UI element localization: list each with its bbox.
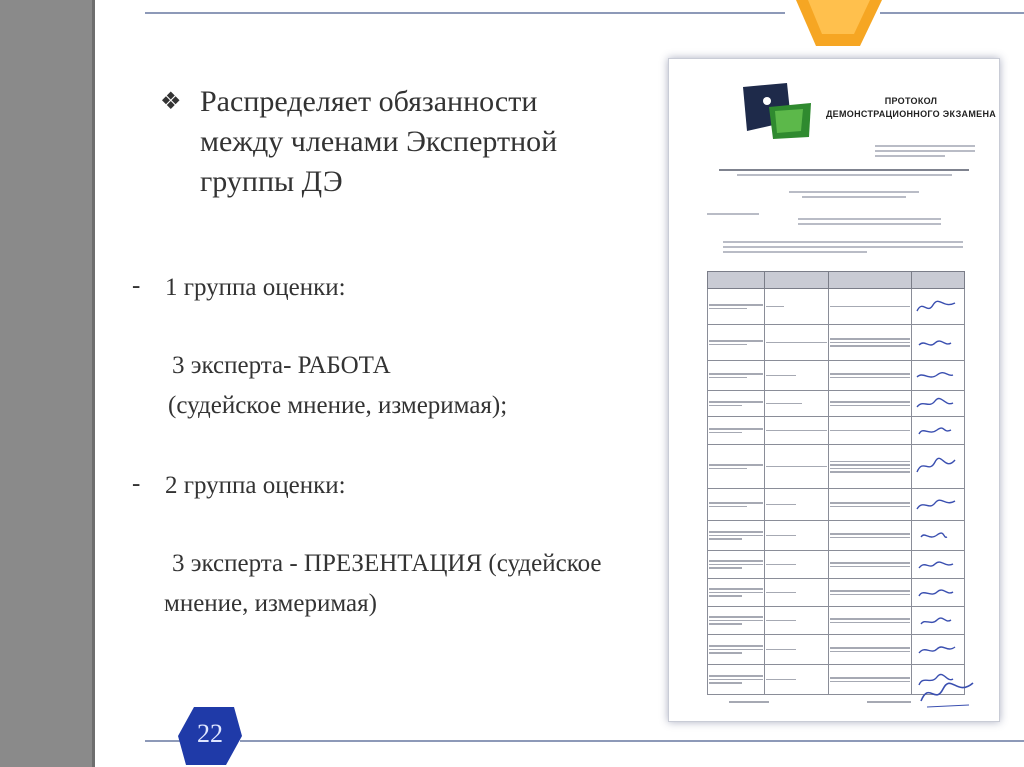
table-row — [708, 489, 965, 521]
table-row — [708, 445, 965, 489]
group2-experts-line2: мнение, измеримая) — [164, 590, 377, 617]
signature-icon — [917, 677, 977, 711]
signature-icon — [913, 495, 959, 515]
group1-dash: - — [132, 272, 141, 299]
orange-decoration-icon — [790, 0, 882, 46]
top-divider-line — [145, 12, 785, 14]
document-text-lines — [723, 241, 963, 256]
group1-detail: (судейское мнение, измеримая); — [168, 392, 508, 419]
document-header-lines — [875, 145, 975, 160]
table-header-cell — [765, 272, 828, 289]
group1-label: 1 группа оценки: — [165, 274, 346, 301]
bottom-divider-line-right — [240, 740, 1024, 742]
diamond-bullet-icon: ❖ — [160, 89, 182, 115]
table-row — [708, 361, 965, 391]
heading-text: Распределяет обязанности между членами Экспертной группы ДЭ — [200, 85, 558, 198]
document-title — [821, 95, 1001, 121]
signature-icon — [913, 422, 959, 440]
expert-table-header — [708, 272, 965, 289]
protocol-document-image — [668, 58, 1000, 722]
signature-icon — [913, 641, 959, 659]
table-row — [708, 521, 965, 551]
expert-table — [707, 271, 965, 695]
document-title-line1: ПРОТОКОЛ — [884, 96, 938, 106]
group1-experts: 3 эксперта- РАБОТА — [172, 352, 391, 379]
table-header-cell — [912, 272, 965, 289]
table-row — [708, 607, 965, 635]
signature-icon — [913, 556, 959, 574]
signature-icon — [913, 612, 959, 630]
group2-experts-line1: 3 эксперта - ПРЕЗЕНТАЦИЯ (судейское — [172, 550, 602, 577]
page-number-badge — [178, 705, 242, 767]
table-row — [708, 635, 965, 665]
document-intro-lines — [719, 169, 969, 179]
table-row — [708, 325, 965, 361]
signature-icon — [913, 456, 959, 478]
table-header-cell — [828, 272, 912, 289]
left-sidebar-strip — [0, 0, 92, 767]
sidebar-edge — [92, 0, 95, 767]
table-row — [708, 551, 965, 579]
table-row — [708, 579, 965, 607]
table-row — [708, 391, 965, 417]
table-row — [708, 289, 965, 325]
group2-label: 2 группа оценки: — [165, 472, 346, 499]
signature-icon — [913, 584, 959, 602]
signature-icon — [913, 395, 959, 413]
document-title-line2: ДЕМОНСТРАЦИОННОГО ЭКЗАМЕНА — [825, 109, 997, 119]
table-header-cell — [708, 272, 765, 289]
document-meta-lines — [707, 213, 967, 228]
signature-icon — [913, 333, 959, 353]
signature-icon — [913, 297, 959, 317]
signature-icon — [913, 367, 959, 385]
top-right-divider-line — [880, 12, 1024, 14]
group2-dash: - — [132, 470, 141, 497]
page-number: 22 — [197, 719, 223, 748]
document-center-lines — [789, 191, 919, 201]
signature-icon — [913, 527, 959, 545]
worldskills-logo-icon — [739, 81, 813, 141]
table-row — [708, 417, 965, 445]
